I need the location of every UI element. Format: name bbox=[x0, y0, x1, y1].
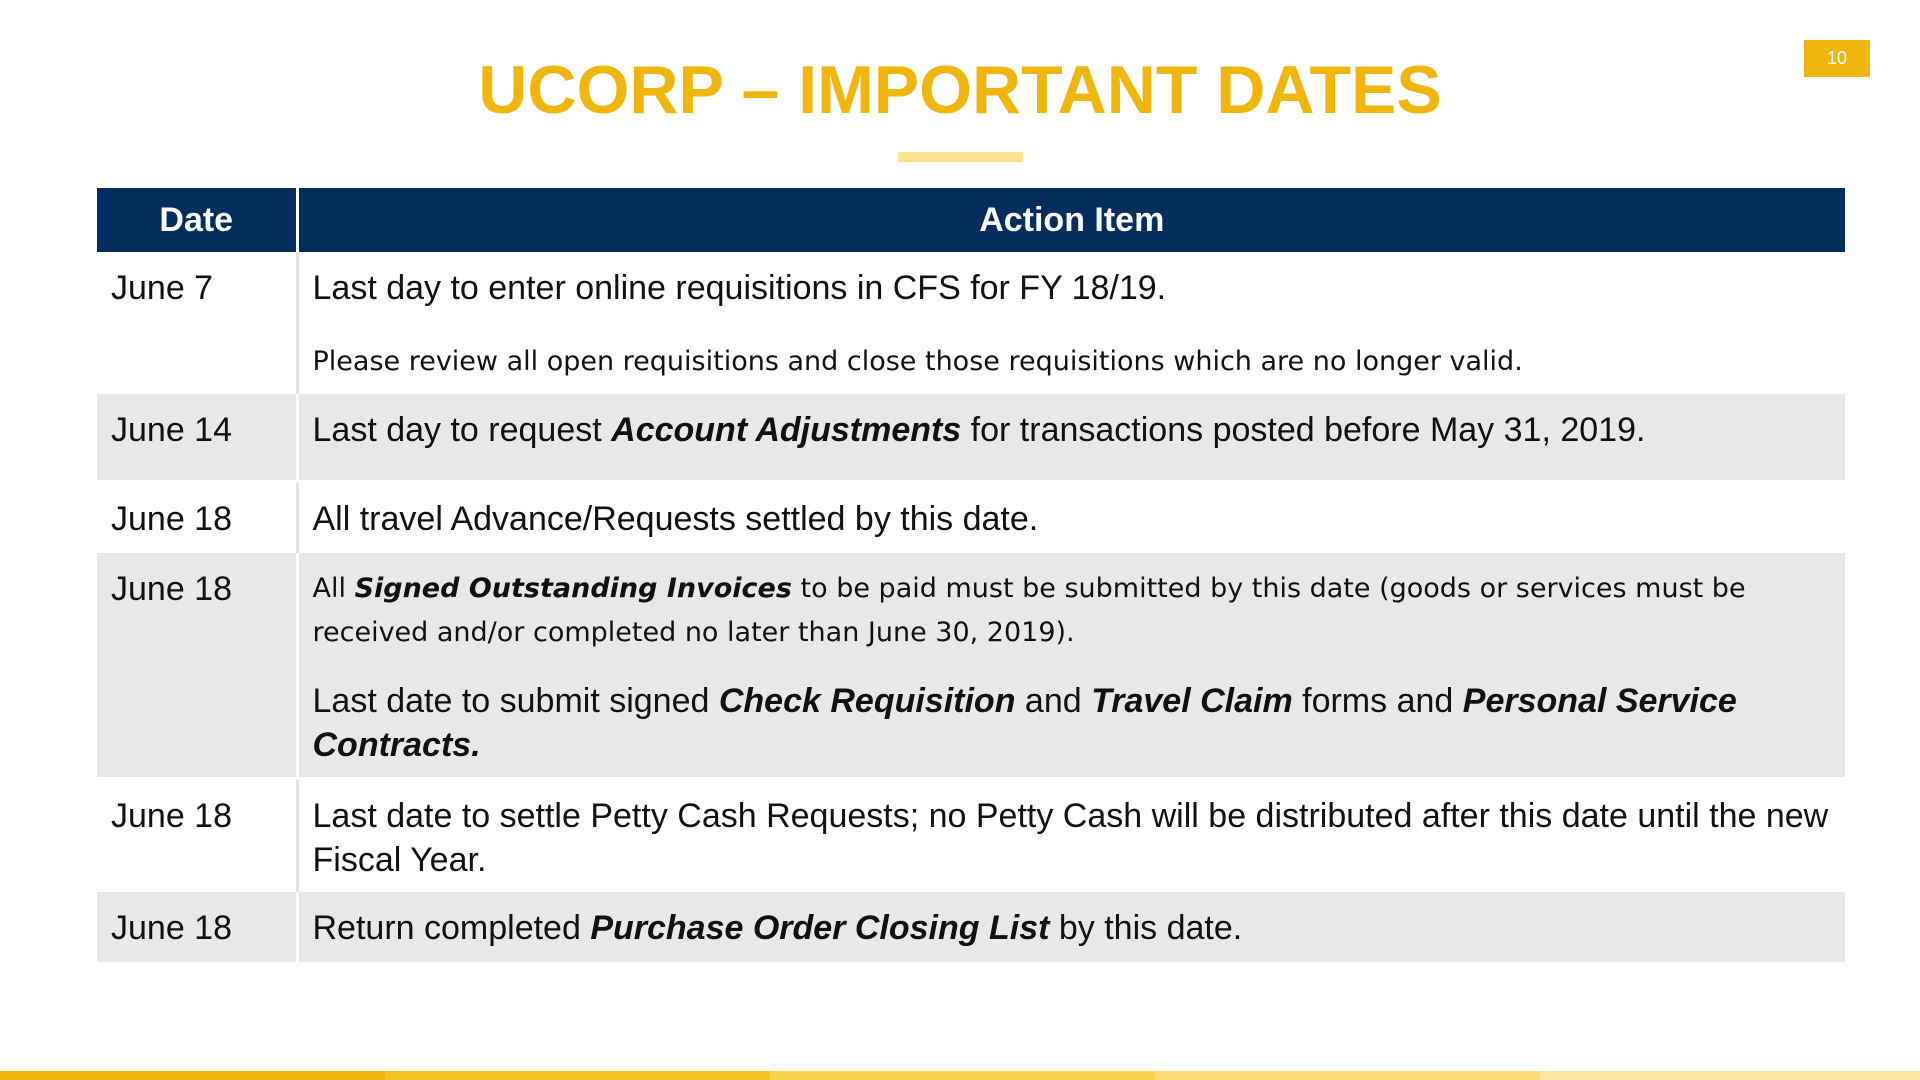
action-cell bbox=[297, 553, 1845, 779]
table-row bbox=[97, 779, 1845, 893]
action-emphasis: Signed Outstanding Invoices bbox=[354, 573, 792, 604]
table-row bbox=[97, 892, 1845, 962]
action-text: Return completed bbox=[312, 909, 591, 947]
important-dates-table bbox=[97, 188, 1845, 962]
action-emphasis: Account Adjustments bbox=[611, 411, 962, 449]
action-cell bbox=[297, 892, 1845, 962]
action-text: by this date. bbox=[1049, 909, 1243, 947]
action-cell bbox=[297, 252, 1845, 394]
date-cell: June 7 bbox=[97, 252, 297, 394]
title-underline bbox=[898, 152, 1023, 162]
action-emphasis: Personal Service Contracts. bbox=[312, 682, 1737, 764]
action-emphasis: Travel Claim bbox=[1091, 682, 1293, 720]
action-emphasis: Check Requisition bbox=[718, 682, 1016, 720]
action-note: All Signed Outstanding Invoices to be paid must be submitted by this date (goods or services must be received and/or completed no later than June 30, 2019). bbox=[312, 573, 1746, 648]
table-row bbox=[97, 482, 1845, 554]
table-row bbox=[97, 553, 1845, 779]
action-text: Last day to request bbox=[312, 411, 612, 449]
date-cell: June 18 bbox=[97, 482, 297, 554]
action-text: Last day to enter online requisitions in CFS for FY 18/19. bbox=[312, 269, 1167, 307]
action-text: for transactions posted before May 31, 2019. bbox=[961, 411, 1646, 449]
date-cell: June 14 bbox=[97, 394, 297, 482]
table-row bbox=[97, 252, 1845, 394]
date-cell: June 18 bbox=[97, 892, 297, 962]
header-action-item: Action Item bbox=[297, 188, 1845, 252]
action-cell: Last date to settle Petty Cash Requests; no Petty Cash will be distributed after this date until the new Fiscal Year. bbox=[297, 779, 1845, 893]
table-header-row bbox=[97, 188, 1845, 252]
table-row bbox=[97, 394, 1845, 482]
action-note: Please review all open requisitions and close those requisitions which are no longer valid. bbox=[312, 346, 1523, 377]
date-cell: June 18 bbox=[97, 779, 297, 893]
action-emphasis: Purchase Order Closing List bbox=[590, 909, 1050, 947]
action-text: Last date to submit signed Check Requisition and Travel Claim forms and Personal Service Contracts. bbox=[312, 682, 1737, 764]
header-date: Date bbox=[97, 188, 297, 252]
page-number-badge: 10 bbox=[1804, 40, 1870, 77]
slide-title: UCORP – IMPORTANT DATES bbox=[478, 52, 1442, 128]
action-cell: All travel Advance/Requests settled by this date. bbox=[297, 482, 1845, 554]
footer-color-bar bbox=[0, 1071, 1920, 1080]
action-cell bbox=[297, 394, 1845, 482]
date-cell: June 18 bbox=[97, 553, 297, 779]
